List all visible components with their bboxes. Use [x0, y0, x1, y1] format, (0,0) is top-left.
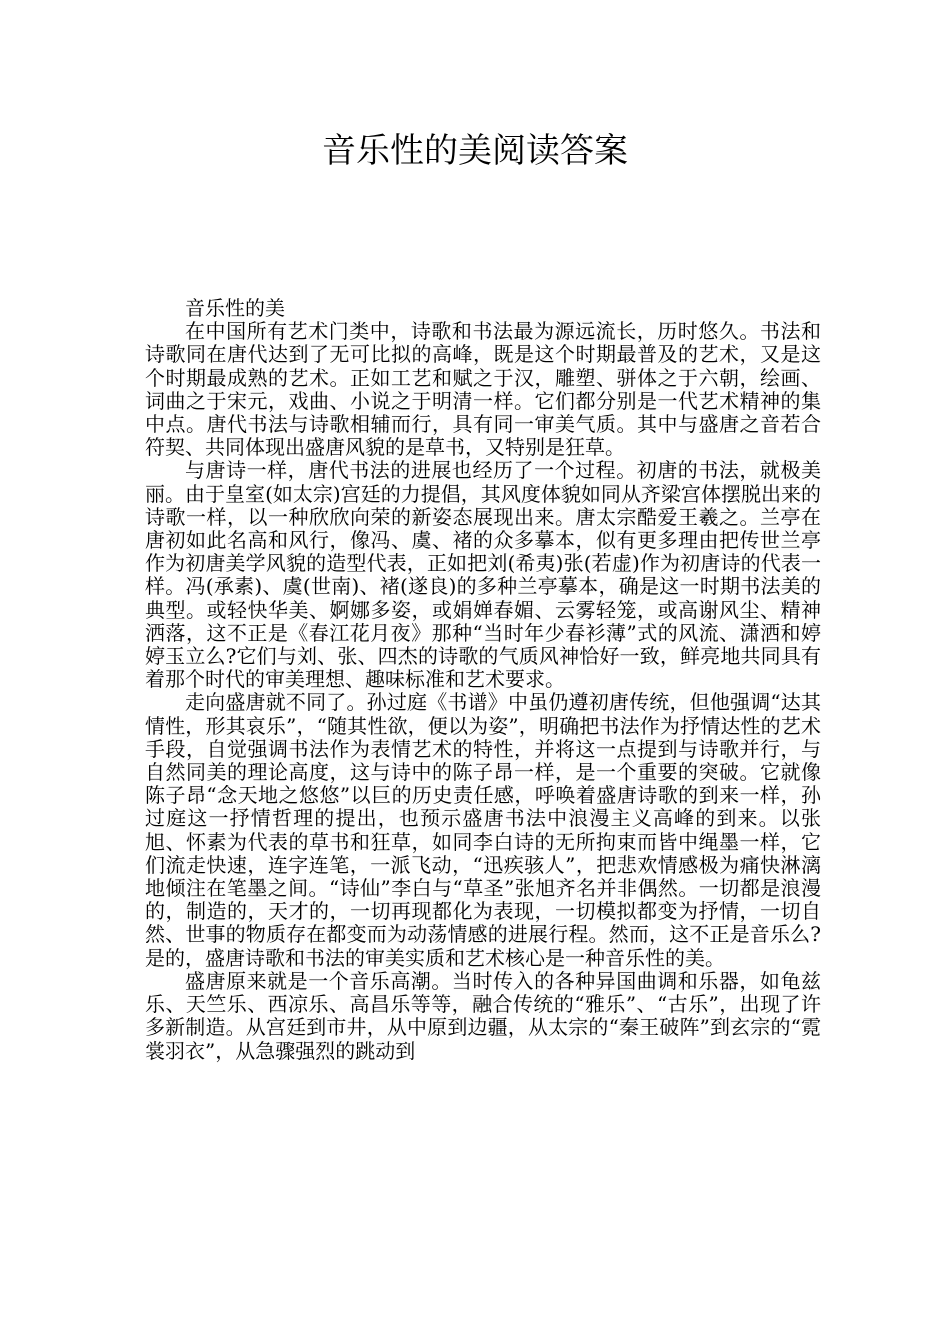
- document-title: 音乐性的美阅读答案: [322, 131, 628, 171]
- paragraph: 与唐诗一样，唐代书法的进展也经历了一个过程。初唐的书法，就极美丽。由于皇室(如太宗)宫廷的力提倡，其风度体貌如同从齐梁宫体摆脱出来的诗歌一样，以一种欣欣向荣的新姿态展现出来。唐太宗酷爱王羲之。兰亭在唐初如此名高和风行，像冯、虞、褚的众多摹本，似有更多理由把传世兰亭作为初唐美学风貌的造型代表，正如把刘(希夷)张(若虚)作为初唐诗的代表一样。冯(承素)、虞(世南)、褚(遂良)的多种兰亭摹本，确是这一时期书法美的典型。或轻快华美、婀娜多姿，或娟婵春媚、云雾轻笼，或高谢风尘、精神洒落，这不正是《春江花月夜》那种“当时年少春衫薄”式的风流、潇洒和婷婷玉立么?它们与刘、张、四杰的诗歌的气质风神恰好一致，鲜亮地共同具有着那个时代的审美理想、趣味标准和艺术要求。: [145, 458, 821, 692]
- section-heading: 音乐性的美: [185, 296, 285, 320]
- document-body: [145, 297, 821, 1063]
- paragraph: 盛唐原来就是一个音乐高潮。当时传入的各种异国曲调和乐器，如龟兹乐、天竺乐、西凉乐、高昌乐等等，融合传统的“雅乐”、“古乐”，出现了许多新制造。从宫廷到市井，从中原到边疆，从太宗的“秦王破阵”到玄宗的“霓裳羽衣”，从急骤强烈的跳动到: [145, 968, 821, 1063]
- paragraph: 走向盛唐就不同了。孙过庭《书谱》中虽仍遵初唐传统，但他强调“达其情性，形其哀乐”，“随其性欲，便以为姿”，明确把书法作为抒情达性的艺术手段，自觉强调书法作为表情艺术的特性，并将这一点提到与诗歌并行，与自然同美的理论高度，这与诗中的陈子昂一样，是一个重要的突破。它就像陈子昂“念天地之悠悠”以巨的历史责任感，呼唤着盛唐诗歌的到来一样，孙过庭这一抒情哲理的提出，也预示盛唐书法中浪漫主义高峰的到来。以张旭、怀素为代表的草书和狂草，如同李白诗的无所拘束而皆中绳墨一样，它们流走快速，连字连笔，一派飞动，“迅疾骇人”，把悲欢情感极为痛快淋漓地倾注在笔墨之间。“诗仙”李白与“草圣”张旭齐名并非偶然。一切都是浪漫的，制造的，天才的，一切再现都化为表现，一切模拟都变为抒情，一切自然、世事的物质存在都变而为动荡情感的进展行程。然而，这不正是音乐么?是的，盛唐诗歌和书法的审美实质和艺术核心是一种音乐性的美。: [145, 690, 821, 970]
- paragraph: 在中国所有艺术门类中，诗歌和书法最为源远流长，历时悠久。书法和诗歌同在唐代达到了无可比拟的高峰，既是这个时期最普及的艺术，又是这个时期最成熟的艺术。正如工艺和赋之于汉，雕塑、骈体之于六朝，绘画、词曲之于宋元，戏曲、小说之于明清一样。它们都分别是一代艺术精神的集中点。唐代书法与诗歌相辅而行，具有同一审美气质。其中与盛唐之音若合符契、共同体现出盛唐风貌的是草书，又特别是狂草。: [145, 319, 821, 460]
